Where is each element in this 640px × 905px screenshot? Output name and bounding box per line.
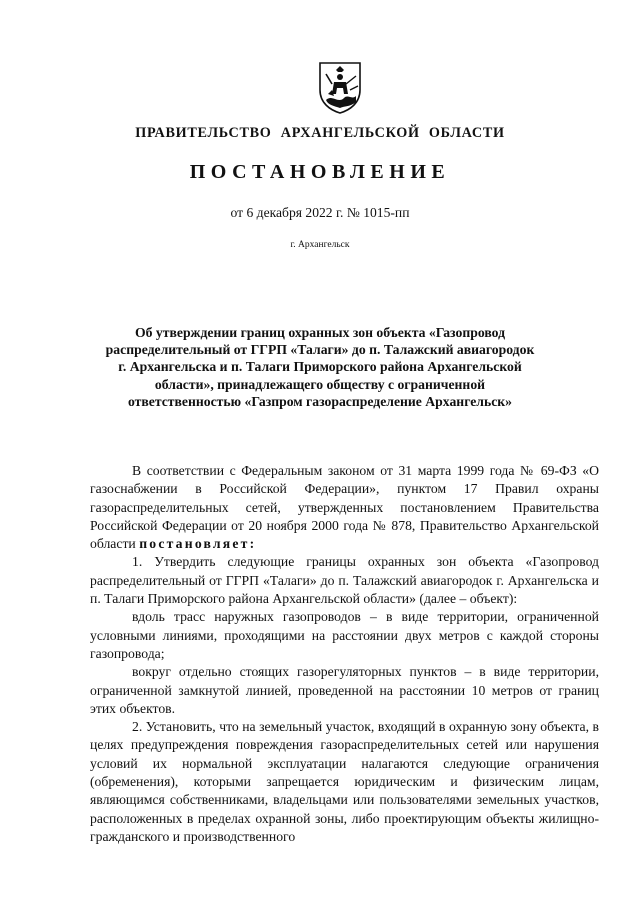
item-1b-paragraph: вокруг отдельно стоящих газорегуляторных пунктов – в виде территории, ограниченной замкнутой линией, проведенной на расстоянии 10 метров от границ этих объектов. xyxy=(90,664,599,716)
item-1a-paragraph: вдоль трасс наружных газопроводов – в виде территории, ограниченной условными линиями, проходящими на расстоянии двух метров с каждой стороны газопровода; xyxy=(90,609,599,661)
intro-paragraph xyxy=(90,462,599,553)
item-2-paragraph: 2. Установить, что на земельный участок, входящий в охранную зону объекта, в целях предупреждения повреждения газораспределительных сетей или нарушения условий их нормальной эксплуатации налагаются следующие ограничения (обременения), которыми запрещается юридическим и физическим лицам, являющимся собственниками, владельцами или пользователями земельных участков, расположенных в пределах охранной зоны, либо проектирующим объекты жилищно-гражданского и производственного xyxy=(90,719,599,844)
date-and-number: от 6 декабря 2022 г. № 1015-пп xyxy=(230,205,410,220)
document-subject: Об утверждении границ охранных зон объекта «Газопровод распределительный от ГГРП «Талаги» до п. Талажский авиагородок г. Архангельска и п. Талаги Приморского района Архангельской области», принадлежащего обществу с ограниченной ответственностью «Газпром газораспределение Архангельск» xyxy=(105,325,535,409)
document-type-title: ПОСТАНОВЛЕНИЕ xyxy=(189,161,451,183)
city-name: г. Архангельск xyxy=(290,240,350,250)
government-name: ПРАВИТЕЛЬСТВО АРХАНГЕЛЬСКОЙ ОБЛАСТИ xyxy=(135,125,505,141)
intro-text: В соответствии с Федеральным законом от 31 марта 1999 года № 69-ФЗ «О газоснабжении в Российской Федерации», пунктом 17 Правил охраны газораспределительных сетей, утвержденных постановлением Правительства Российской Федерации от 20 ноября 2000 года № 878, Правительство Архангельской области xyxy=(90,463,599,552)
item-1-paragraph: 1. Утвердить следующие границы охранных зон объекта «Газопровод распределительный от ГГРП «Талаги» до п. Талажский авиагородок г. Архангельска и п. Талаги Приморского района Архангельской области» (далее – объект): xyxy=(90,554,599,607)
document-body xyxy=(90,462,599,846)
coat-of-arms-icon xyxy=(316,60,364,114)
decree-word: постановляет: xyxy=(139,536,257,552)
